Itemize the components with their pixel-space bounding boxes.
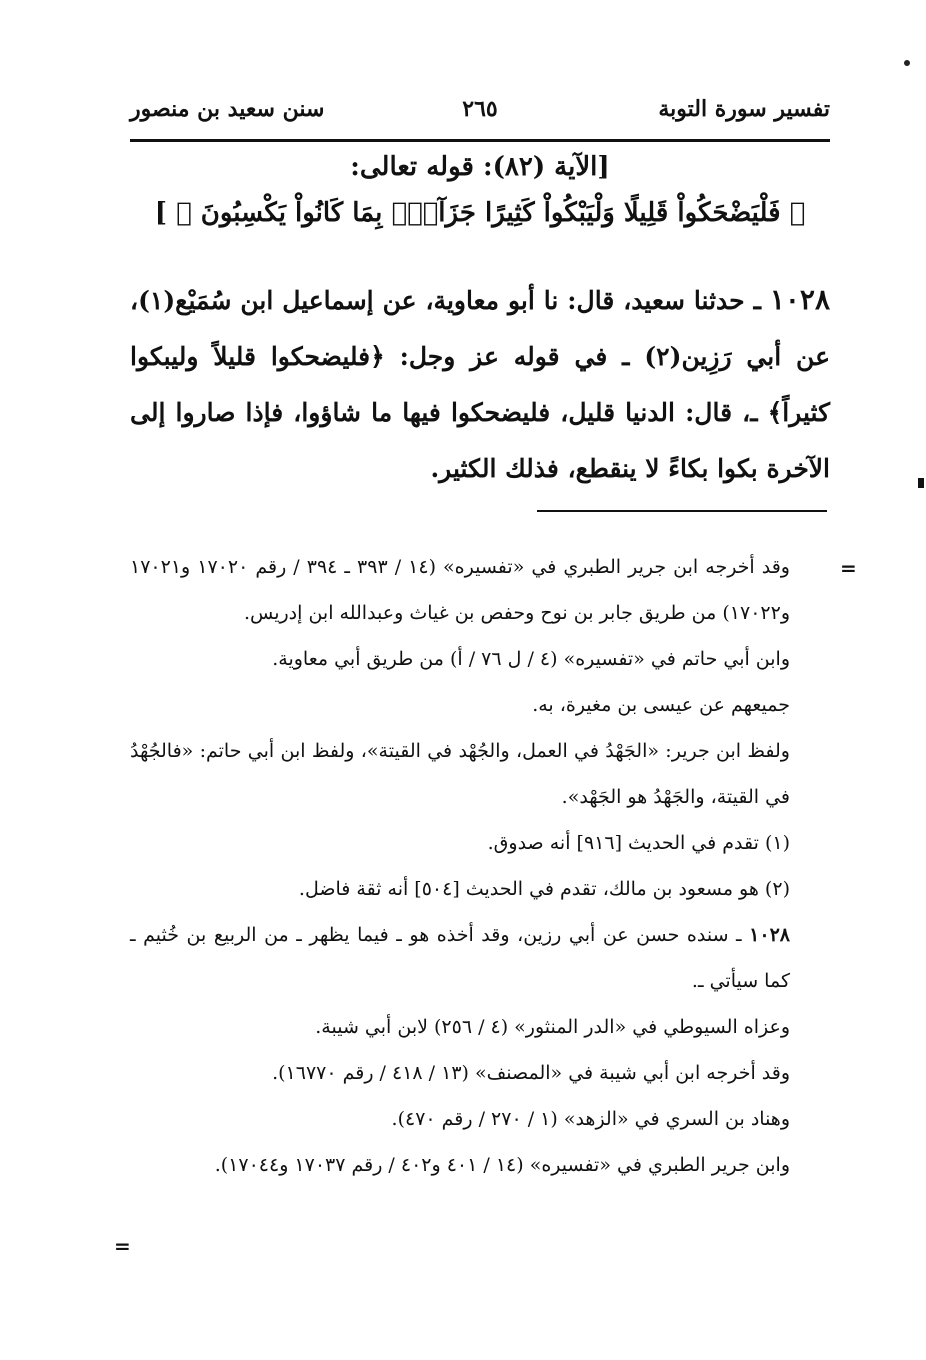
header-surah-title: تفسير سورة التوبة xyxy=(658,96,830,122)
hadith-number: ١٠٢٨ xyxy=(769,283,830,316)
footnotes xyxy=(130,544,830,1188)
note-paragraph: جميعهم عن عيسى بن مغيرة، به. xyxy=(532,694,790,716)
continuation-mark-bottom: = xyxy=(114,1234,131,1258)
note-paragraph: ولفظ ابن جرير: «الجَهْدُ في العمل، والجُهْد في القيتة»، ولفظ ابن أبي حاتم: «فالجُهْدُ في القيتة، والجَهْدُ هو الجَهْد». xyxy=(130,740,790,808)
hadith-body: ـ حدثنا سعيد، قال: نا أبو معاوية، عن إسماعيل ابن سُمَيْع(١)، عن أبي رَزِين(٢) ـ في قوله عز وجل: ﴿فليضحكوا قليلاً وليبكوا كثيراً﴾ ـ، قال: الدنيا قليل، فليضحكوا فيها ما شاؤوا، فإذا صاروا إلى الآخرة بكوا بكاءً لا ينقطع، فذلك الكثير. xyxy=(130,286,830,483)
note-paragraph: وهناد بن السري في «الزهد» (١ / ٢٧٠ / رقم ٤٧٠). xyxy=(391,1108,790,1130)
continuation-mark-top: = xyxy=(840,556,857,580)
footnote-1: (١) تقدم في الحديث [٩١٦] أنه صدوق. xyxy=(487,832,790,854)
page-header xyxy=(130,96,830,136)
header-rule xyxy=(130,139,830,142)
scan-speck xyxy=(904,60,910,66)
note-paragraph: وقد أخرجه ابن أبي شيبة في «المصنف» (١٣ / ٤١٨ / رقم ١٦٧٧٠). xyxy=(272,1062,790,1084)
note-paragraph: وقد أخرجه ابن جرير الطبري في «تفسيره» (١٤ / ٣٩٣ ـ ٣٩٤ / رقم ١٧٠٢٠ و١٧٠٢١ و١٧٠٢٢) من طريق جابر بن نوح وحفص بن غياث وعبدالله ابن إدريس. xyxy=(130,556,790,624)
margin-mark xyxy=(918,478,924,488)
header-book-title: سنن سعيد بن منصور xyxy=(130,96,325,122)
ayah-text: ﴿ فَلْيَضْحَكُواْ قَلِيلًا وَلْيَبْكُواْ كَثِيرًا جَزَآءَۢ بِمَا كَانُواْ يَكْسِبُونَ ﴾ ] xyxy=(154,198,806,228)
hadith-text xyxy=(130,272,830,497)
note-paragraph: وعزاه السيوطي في «الدر المنثور» (٤ / ٢٥٦) لابن أبي شيبة. xyxy=(315,1016,790,1038)
takhrij-paragraph xyxy=(130,912,830,1004)
footnote-separator xyxy=(537,510,827,512)
footnote-2: (٢) هو مسعود بن مالك، تقدم في الحديث [٥٠٤] أنه ثقة فاضل. xyxy=(298,878,790,900)
note-paragraph: وابن جرير الطبري في «تفسيره» (١٤ / ٤٠١ و٤٠٢ / رقم ١٧٠٣٧ و١٧٠٤٤). xyxy=(214,1154,790,1176)
takhrij-text: ـ سنده حسن عن أبي رزين، وقد أخذه هو ـ فيما يظهر ـ من الربيع بن خُثيم ـ كما سيأتي ـ. xyxy=(130,924,790,992)
page-number: ٢٦٥ xyxy=(462,96,498,122)
note-paragraph: وابن أبي حاتم في «تفسيره» (٤ / ل ٧٦ / أ) من طريق أبي معاوية. xyxy=(272,648,790,670)
takhrij-number: ١٠٢٨ xyxy=(749,924,790,946)
ayah-heading: [الآية (٨٢): قوله تعالى: xyxy=(350,152,610,182)
